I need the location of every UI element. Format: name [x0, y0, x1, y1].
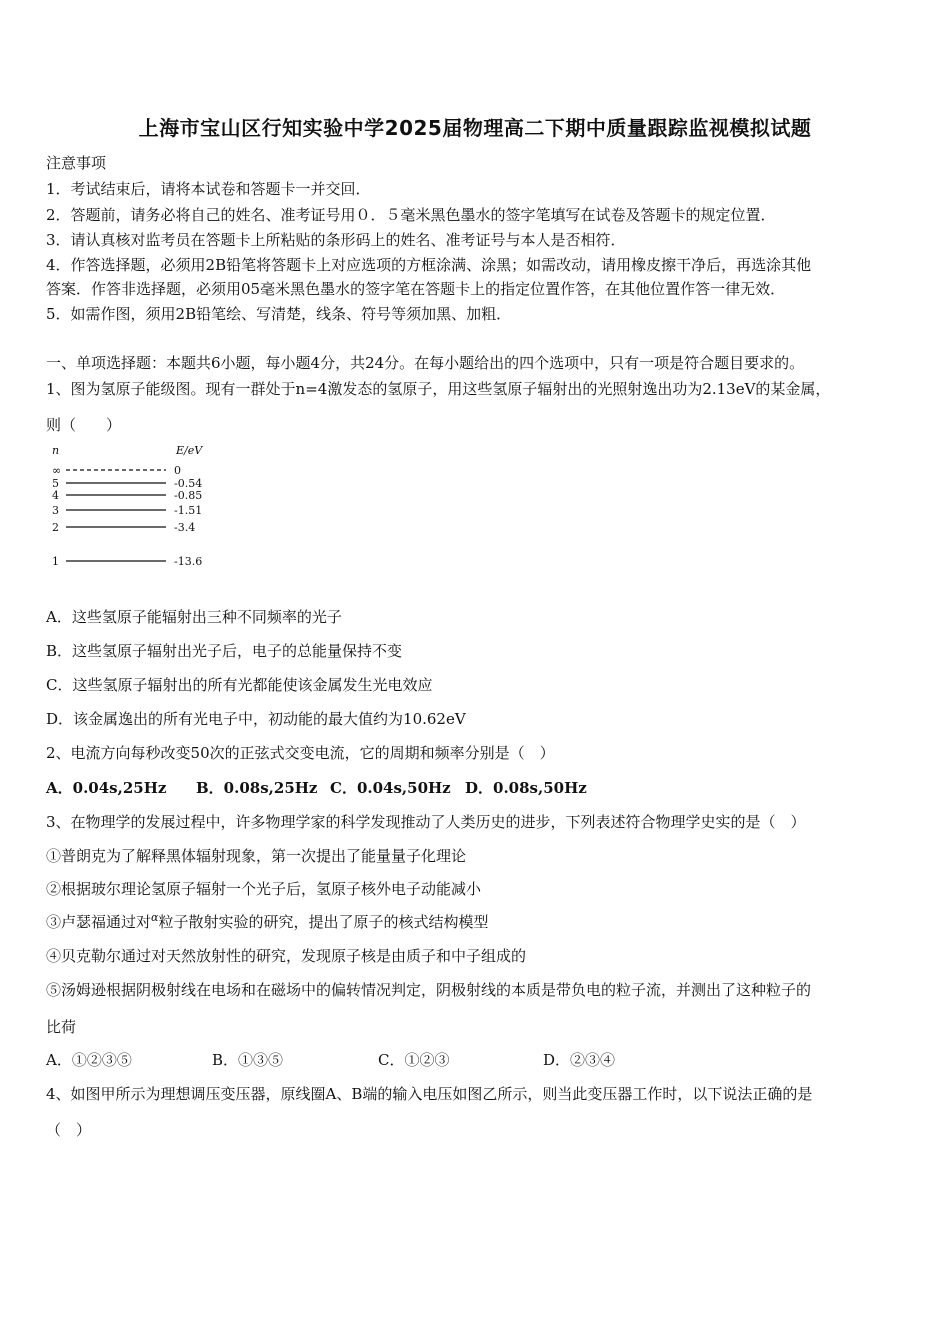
- notice-heading: 注意事项: [46, 154, 107, 172]
- level-n-label: 5: [52, 477, 59, 490]
- option-b: B．这些氢原子辐射出光子后，电子的总能量保持不变: [46, 642, 403, 660]
- n-axis-label: n: [52, 444, 60, 457]
- option-d: D．该金属逸出的所有光电子中，初动能的最大值约为10.62eV: [46, 710, 466, 728]
- notice-item: 3．请认真核对监考员在答题卡上所粘贴的条形码上的姓名、准考证号与本人是否相符．: [46, 231, 626, 249]
- level-n-label: 4: [52, 489, 59, 502]
- question-1-stem-end: 则（ ）: [46, 416, 122, 434]
- option-a: A．这些氢原子能辐射出三种不同频率的光子: [46, 608, 342, 626]
- option-c: C．0.04s,50Hz: [330, 779, 451, 797]
- level-n-label: ∞: [52, 464, 62, 477]
- level-energy-label: 0: [174, 464, 181, 477]
- option-b: B．①③⑤: [212, 1051, 284, 1069]
- question-1-stem: 1、图为氢原子能级图。现有一群处于n=4激发态的氢原子，用这些氢原子辐射出的光照射逸出功为2.13eV的某金属，: [46, 380, 831, 398]
- question-4-stem: 4、如图甲所示为理想调压变压器，原线圈A、B端的输入电压如图乙所示，则当此变压器工作时，以下说法正确的是: [46, 1085, 813, 1103]
- notice-item: 2．答题前，请务必将自己的姓名、准考证号用０．５毫米黑色墨水的签字笔填写在试卷及答题卡的规定位置．: [46, 206, 776, 224]
- page-title: 上海市宝山区行知实验中学2025届物理高二下期中质量跟踪监视模拟试题: [138, 116, 812, 140]
- level-n-label: 1: [52, 555, 59, 568]
- option-d: D．②③④: [543, 1051, 616, 1069]
- notice-item: 5．如需作图，须用2B铅笔绘、写清楚，线条、符号等须加黑、加粗．: [46, 305, 512, 323]
- level-n-label: 2: [52, 521, 59, 534]
- level-energy-label: -1.51: [174, 504, 203, 517]
- alpha-symbol: α: [151, 911, 159, 924]
- level-energy-label: -0.85: [174, 489, 203, 502]
- notice-item: 4．作答选择题，必须用2B铅笔将答题卡上对应选项的方框涂满、涂黑；如需改动，请用橡皮擦干净后，再选涂其他: [46, 256, 812, 274]
- statement-5-end: 比荷: [46, 1018, 77, 1036]
- statement-1: ①普朗克为了解释黑体辐射现象，第一次提出了能量量子化理论: [46, 847, 467, 865]
- option-a: A．①②③⑤: [46, 1051, 132, 1069]
- option-d: D．0.08s,50Hz: [465, 779, 587, 797]
- option-b: B．0.08s,25Hz: [196, 779, 318, 797]
- statement-3: ③卢瑟福通过对$^\alpha$粒子散射实验的研究，提出了原子的核式结构模型: [46, 911, 489, 931]
- level-energy-label: -13.6: [174, 555, 203, 568]
- statement-5: ⑤汤姆逊根据阴极射线在电场和在磁场中的偏转情况判定，阴极射线的本质是带负电的粒子流，并测出了这种粒子的: [46, 981, 812, 999]
- energy-level-diagram: [46, 440, 216, 580]
- statement-2: ②根据玻尔理论氢原子辐射一个光子后，氢原子核外电子动能减小: [46, 880, 482, 898]
- level-energy-label: -3.4: [174, 521, 196, 534]
- level-n-label: 3: [52, 504, 59, 517]
- notice-item: 1．考试结束后，请将本试卷和答题卡一并交回．: [46, 180, 371, 198]
- option-c: C．①②③: [378, 1051, 450, 1069]
- option-a: A．0.04s,25Hz: [46, 779, 167, 797]
- level-energy-label: -0.54: [174, 477, 203, 490]
- option-c: C．这些氢原子辐射出的所有光都能使该金属发生光电效应: [46, 676, 433, 694]
- question-3-stem: 3、在物理学的发展过程中，许多物理学家的科学发现推动了人类历史的进步，下列表述符合物理学史实的是（ ）: [46, 813, 806, 831]
- section-heading: 一、单项选择题：本题共6小题，每小题4分，共24分。在每小题给出的四个选项中，只有一项是符合题目要求的。: [46, 354, 805, 372]
- energy-axis-label: E/eV: [176, 444, 203, 457]
- statement-4: ④贝克勒尔通过对天然放射性的研究，发现原子核是由质子和中子组成的: [46, 947, 527, 965]
- notice-item: 答案．作答非选择题，必须用05毫米黑色墨水的签字笔在答题卡上的指定位置作答，在其他位置作答一律无效．: [46, 280, 786, 298]
- question-2-stem: 2、电流方向每秒改变50次的正弦式交变电流，它的周期和频率分别是（ ）: [46, 744, 555, 762]
- question-4-stem-end: （ ）: [46, 1121, 92, 1139]
